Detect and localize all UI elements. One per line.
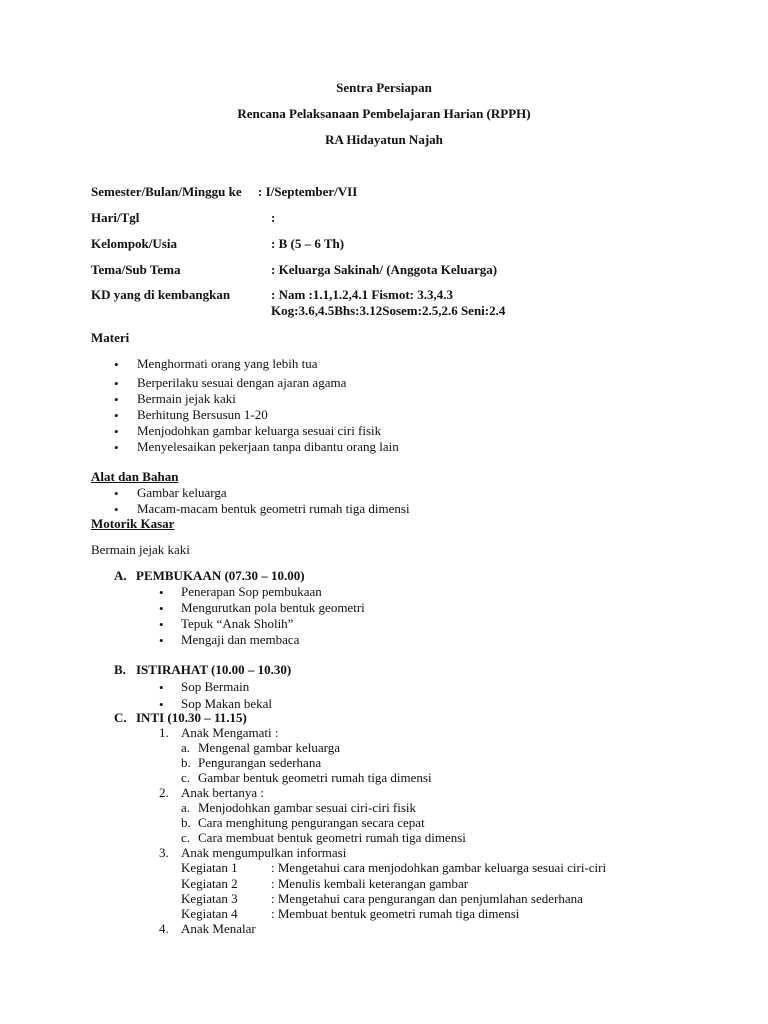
kegiatan-label: Kegiatan 3 (181, 891, 238, 906)
section-a-title: PEMBUKAAN (07.30 – 10.00) (136, 568, 305, 583)
sub-marker: b. (181, 755, 191, 770)
info-label-semester: Semester/Bulan/Minggu ke (91, 184, 242, 199)
list-item: Tepuk “Anak Sholih” (181, 616, 294, 631)
kegiatan-text: : Menulis kembali keterangan gambar (271, 876, 469, 891)
step-text: Anak Menalar (181, 921, 256, 936)
sub-item: Menjodohkan gambar sesuai ciri-ciri fisik (198, 800, 417, 815)
step-number: 3. (159, 845, 169, 860)
sub-marker: b. (181, 815, 191, 830)
bullet-icon (159, 685, 167, 690)
materi-heading: Materi (91, 330, 130, 345)
info-value-kd: : Nam :1.1,1.2,4.1 Fismot: 3.3,4.3 (271, 287, 453, 302)
step-number: 4. (159, 921, 169, 936)
sub-item: Cara menghitung pengurangan secara cepat (198, 815, 425, 830)
list-item: Sop Bermain (181, 679, 250, 694)
list-item: Menjodohkan gambar keluarga sesuai ciri fisik (137, 423, 382, 438)
sub-marker: a. (181, 740, 191, 755)
step-text: Anak Mengamati : (181, 725, 279, 740)
bullet-icon (159, 590, 167, 595)
section-b-marker: B. (114, 662, 126, 677)
list-item: Menyelesaikan pekerjaan tanpa dibantu orang lain (137, 439, 399, 454)
list-item: Mengaji dan membaca (181, 632, 300, 647)
section-c-title: INTI (10.30 – 11.15) (136, 710, 247, 725)
section-b-title: ISTIRAHAT (10.00 – 10.30) (136, 662, 292, 677)
section-c-marker: C. (114, 710, 127, 725)
list-item: Berhitung Bersusun 1-20 (137, 407, 268, 422)
sub-item: Mengenal gambar keluarga (198, 740, 340, 755)
kegiatan-label: Kegiatan 4 (181, 906, 238, 921)
sub-item: Cara membuat bentuk geometri rumah tiga dimensi (198, 830, 466, 845)
bullet-icon (114, 413, 122, 418)
document-subtitle: Rencana Pelaksanaan Pembelajaran Harian (RPPH) (237, 106, 531, 121)
bullet-icon (114, 491, 122, 496)
bullet-icon (114, 429, 122, 434)
document-title: Sentra Persiapan (336, 80, 432, 95)
info-value-kd-line2: Kog:3.6,4.5Bhs:3.12Sosem:2.5,2.6 Seni:2.4 (271, 303, 506, 318)
section-a-marker: A. (114, 568, 127, 583)
kegiatan-label: Kegiatan 2 (181, 876, 238, 891)
list-item: Sop Makan bekal (181, 696, 272, 711)
list-item: Mengurutkan pola bentuk geometri (181, 600, 365, 615)
bullet-icon (159, 702, 167, 707)
bullet-icon (159, 606, 167, 611)
kegiatan-text: : Mengetahui cara menjodohkan gambar keluarga sesuai ciri-ciri (271, 860, 607, 875)
bullet-icon (114, 362, 122, 367)
sub-marker: c. (181, 770, 191, 785)
list-item: Macam-macam bentuk geometri rumah tiga dimensi (137, 501, 410, 516)
bullet-icon (159, 638, 167, 643)
step-text: Anak mengumpulkan informasi (181, 845, 347, 860)
list-item: Gambar keluarga (137, 485, 227, 500)
info-label-tema: Tema/Sub Tema (91, 262, 181, 277)
bullet-icon (114, 397, 122, 402)
alat-heading: Alat dan Bahan (91, 469, 179, 484)
motorik-heading: Motorik Kasar (91, 516, 175, 531)
step-number: 2. (159, 785, 169, 800)
info-label-hari: Hari/Tgl (91, 210, 140, 225)
bullet-icon (114, 445, 122, 450)
info-label-kd: KD yang di kembangkan (91, 287, 231, 302)
sub-item: Gambar bentuk geometri rumah tiga dimensi (198, 770, 432, 785)
list-item: Berperilaku sesuai dengan ajaran agama (137, 375, 347, 390)
info-value-hari: : (271, 210, 276, 225)
bullet-icon (114, 507, 122, 512)
info-value-semester: : I/September/VII (258, 184, 358, 199)
kegiatan-text: : Mengetahui cara pengurangan dan penjumlahan sederhana (271, 891, 583, 906)
bullet-icon (114, 381, 122, 386)
info-label-kelompok: Kelompok/Usia (91, 236, 177, 251)
info-value-kelompok: : B (5 – 6 Th) (271, 236, 345, 251)
school-name: RA Hidayatun Najah (325, 132, 443, 147)
motorik-text: Bermain jejak kaki (91, 542, 190, 557)
kegiatan-label: Kegiatan 1 (181, 860, 238, 875)
list-item: Menghormati orang yang lebih tua (137, 356, 318, 371)
step-number: 1. (159, 725, 169, 740)
info-value-tema: : Keluarga Sakinah/ (Anggota Keluarga) (271, 262, 498, 277)
step-text: Anak bertanya : (181, 785, 265, 800)
list-item: Penerapan Sop pembukaan (181, 584, 322, 599)
kegiatan-text: : Membuat bentuk geometri rumah tiga dimensi (271, 906, 520, 921)
sub-marker: c. (181, 830, 191, 845)
sub-item: Pengurangan sederhana (198, 755, 322, 770)
sub-marker: a. (181, 800, 191, 815)
bullet-icon (159, 622, 167, 627)
list-item: Bermain jejak kaki (137, 391, 236, 406)
